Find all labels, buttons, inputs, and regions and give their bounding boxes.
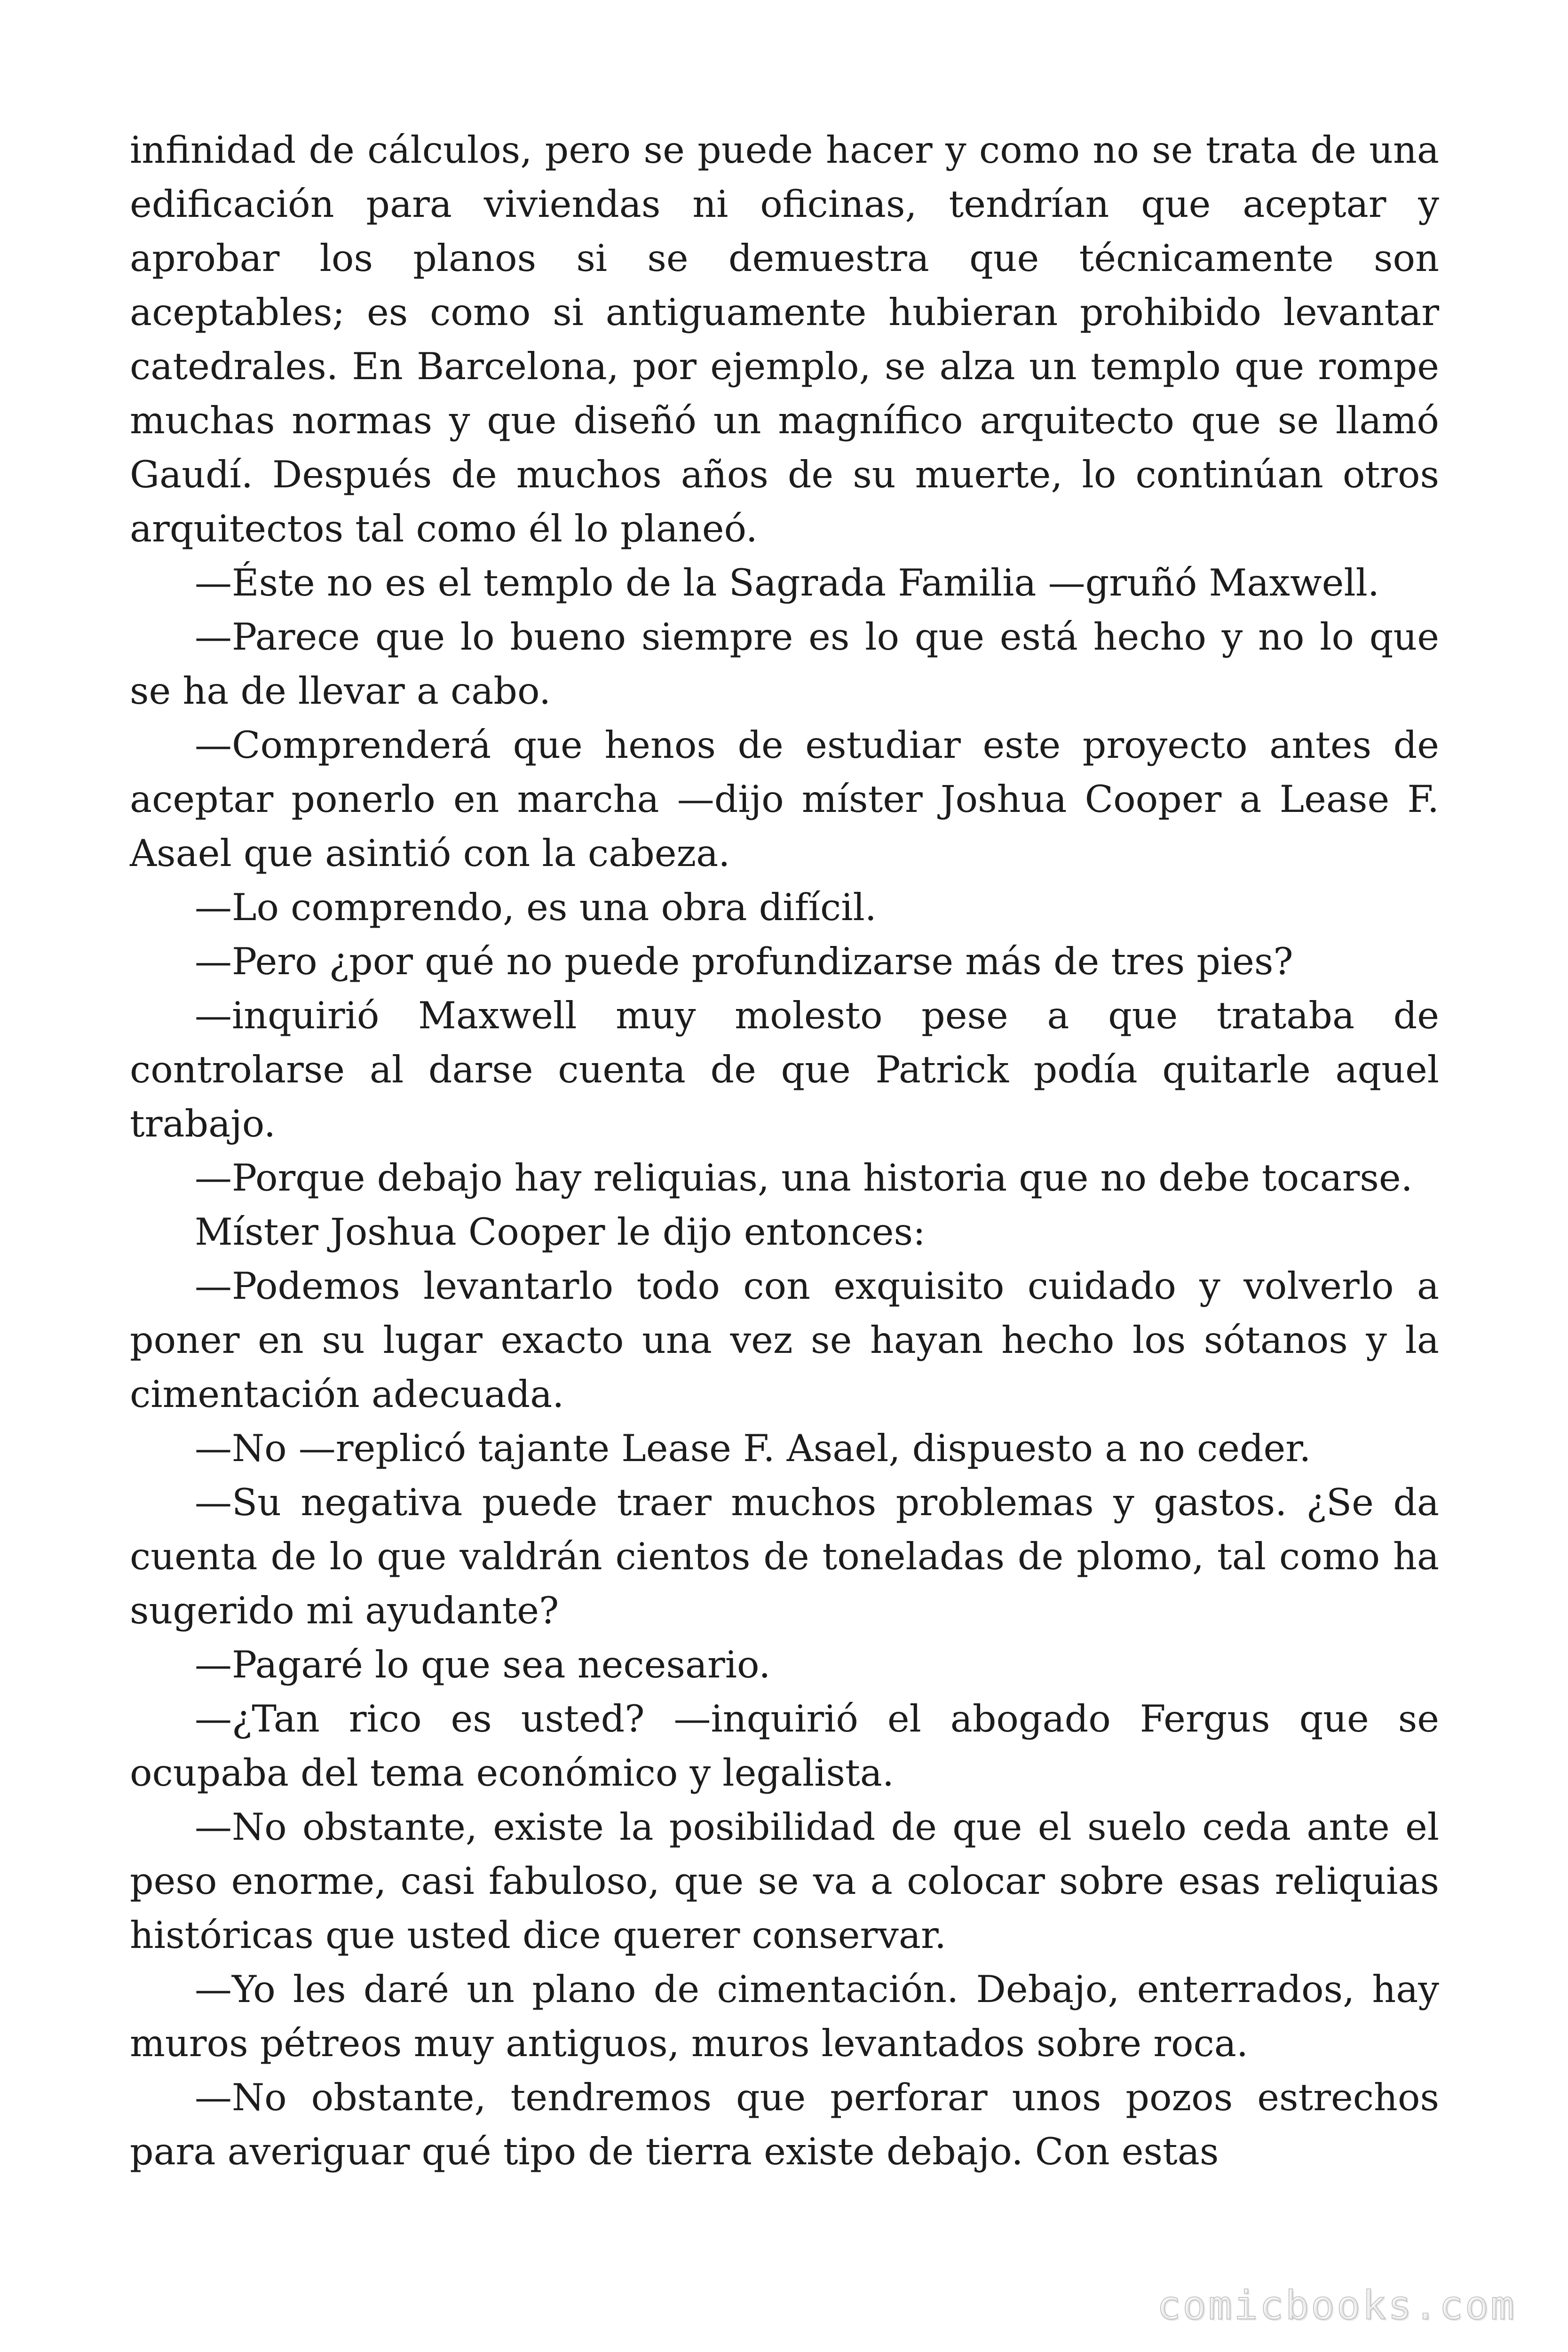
paragraph-5: —Lo comprendo, es una obra difícil. bbox=[195, 886, 877, 929]
paragraph-17: —No obstante, tendremos que perforar unos pozos estrechos para averiguar qué tipo de tierra existe debajo. Con estas bbox=[130, 2076, 1439, 2173]
paragraph-4: —Comprenderá que henos de estudiar este proyecto antes de aceptar ponerlo en marcha —dijo míster Joshua Cooper a Lease F. Asael que asintió con la cabeza. bbox=[130, 723, 1439, 875]
paragraph-1: infinidad de cálculos, pero se puede hacer y como no se trata de una edificación para viviendas ni oficinas, tendrían que aceptar y aprobar los planos si se demuestra que técnicamente son aceptables; es como si antiguamente hubieran prohibido levantar catedrales. En Barcelona, por ejemplo, se alza un templo que rompe muchas normas y que diseñó un magnífico arquitecto que se llamó Gaudí. Después de muchos años de su muerte, lo continúan otros arquitectos tal como él lo planeó. bbox=[130, 128, 1439, 550]
paragraph-6: —Pero ¿por qué no puede profundizarse más de tres pies? bbox=[195, 940, 1293, 983]
paragraph-15: —No obstante, existe la posibilidad de que el suelo ceda ante el peso enorme, casi fabuloso, que se va a colocar sobre esas reliquias históricas que usted dice querer conservar. bbox=[130, 1805, 1439, 1957]
page-body bbox=[130, 123, 1439, 2179]
paragraph-12: —Su negativa puede traer muchos problemas y gastos. ¿Se da cuenta de lo que valdrán cientos de toneladas de plomo, tal como ha sugerido mi ayudante? bbox=[130, 1481, 1439, 1632]
paragraph-2: —Éste no es el templo de la Sagrada Familia —gruñó Maxwell. bbox=[195, 561, 1379, 604]
paragraph-10: —Podemos levantarlo todo con exquisito cuidado y volverlo a poner en su lugar exacto una vez se hayan hecho los sótanos y la cimentación adecuada. bbox=[130, 1264, 1439, 1416]
paragraph-8: —Porque debajo hay reliquias, una historia que no debe tocarse. bbox=[195, 1156, 1413, 1200]
watermark: comicbooks.com bbox=[1156, 2282, 1516, 2328]
paragraph-11: —No —replicó tajante Lease F. Asael, dispuesto a no ceder. bbox=[195, 1427, 1311, 1470]
paragraph-13: —Pagaré lo que sea necesario. bbox=[195, 1643, 771, 1686]
paragraph-7: —inquirió Maxwell muy molesto pese a que trataba de controlarse al darse cuenta de que Patrick podía quitarle aquel trabajo. bbox=[130, 994, 1439, 1145]
paragraph-9: Míster Joshua Cooper le dijo entonces: bbox=[195, 1210, 926, 1254]
paragraph-3: —Parece que lo bueno siempre es lo que está hecho y no lo que se ha de llevar a cabo. bbox=[130, 615, 1439, 713]
paragraph-14: —¿Tan rico es usted? —inquirió el abogado Fergus que se ocupaba del tema económico y legalista. bbox=[130, 1697, 1439, 1795]
paragraph-16: —Yo les daré un plano de cimentación. Debajo, enterrados, hay muros pétreos muy antiguos, muros levantados sobre roca. bbox=[130, 1968, 1439, 2065]
